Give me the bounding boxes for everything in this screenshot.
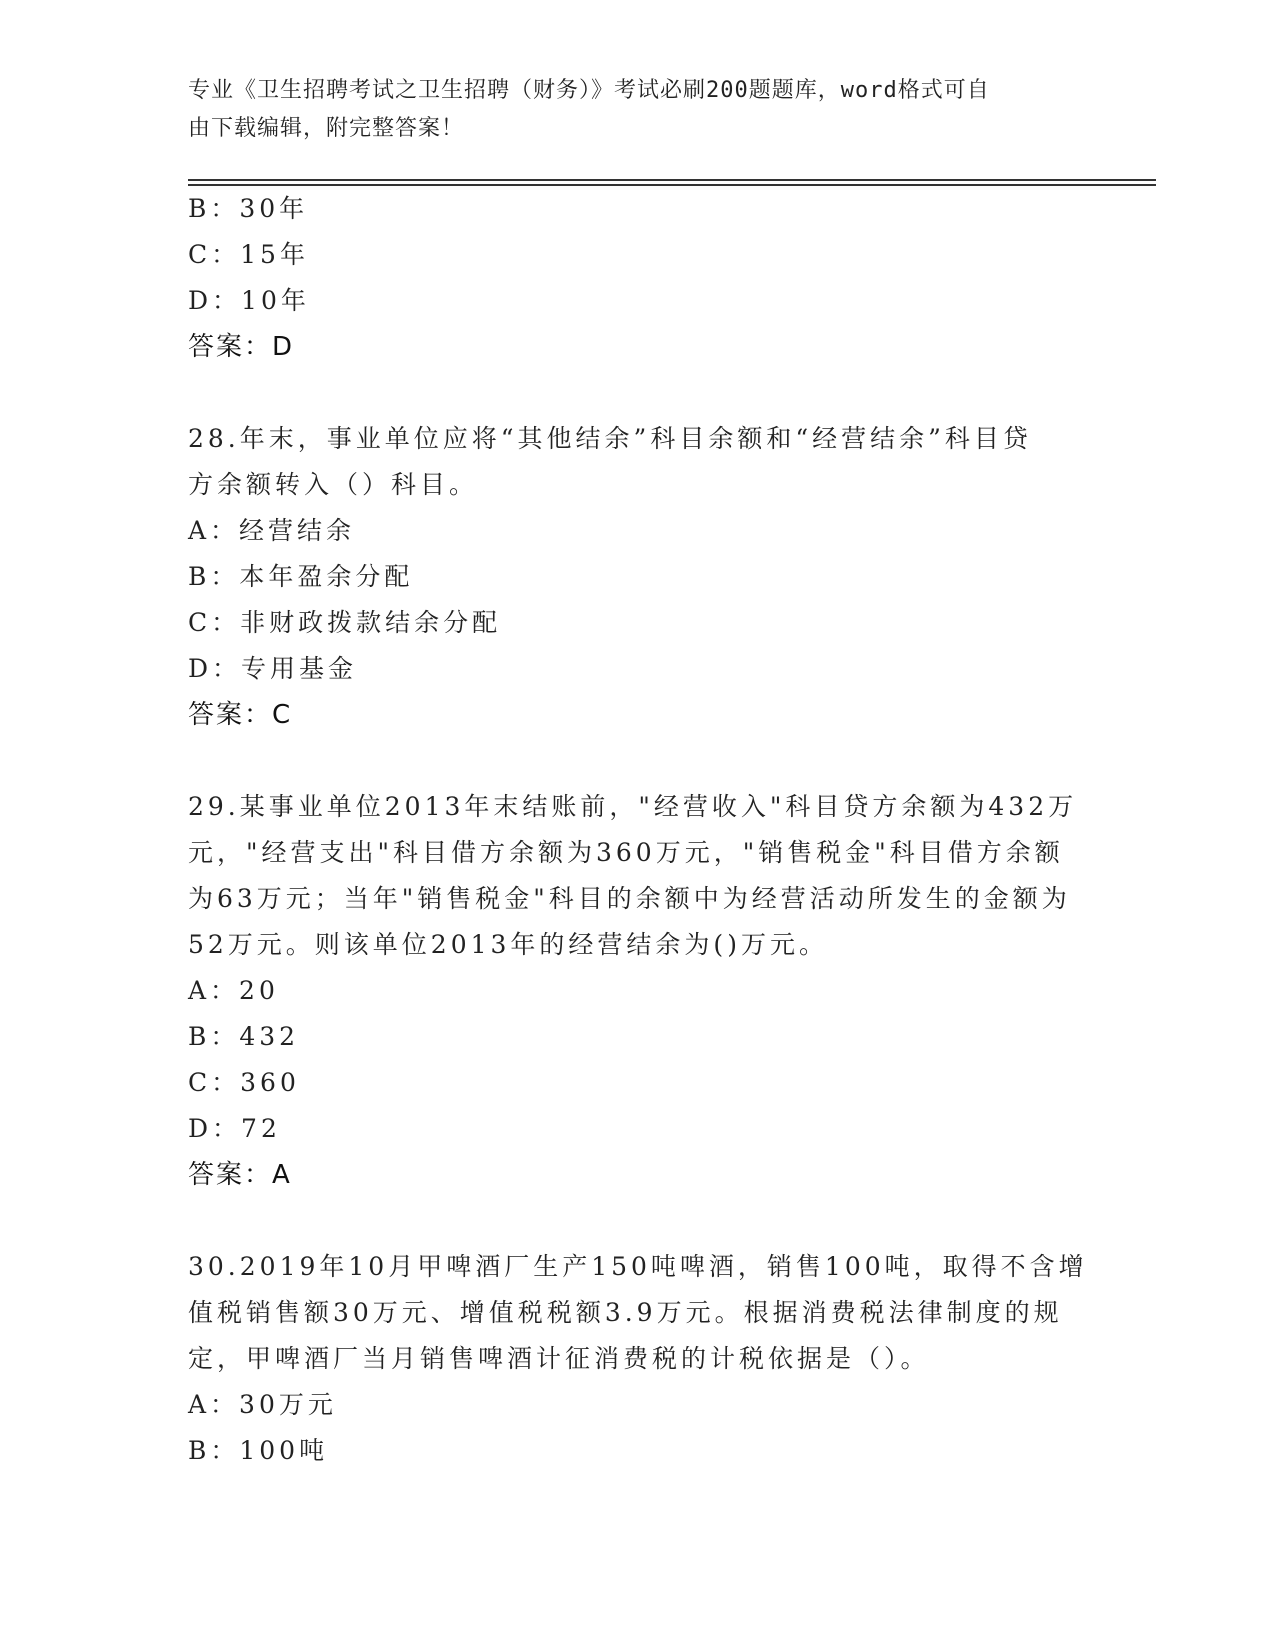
- answer-line: 答案：C: [188, 700, 293, 730]
- question-text-line: 52万元。则该单位2013年的经营结余为()万元。: [188, 930, 828, 959]
- option-a: A：20: [188, 976, 279, 1005]
- question-text-line: 为63万元；当年"销售税金"科目的余额中为经营活动所发生的金额为: [188, 884, 1071, 913]
- answer-line: 答案：A: [188, 1160, 292, 1190]
- option-d: D：10年: [188, 286, 310, 315]
- option-c: C：360: [188, 1068, 300, 1097]
- spacer: [188, 370, 1088, 416]
- option-a: A：30万元: [188, 1390, 337, 1419]
- question-text-line: 值税销售额30万元、增值税税额3.9万元。根据消费税法律制度的规: [188, 1298, 1063, 1327]
- option-d: D：专用基金: [188, 654, 358, 683]
- question-27-tail: [188, 186, 1088, 370]
- question-30: [188, 1244, 1088, 1474]
- option-a: A：经营结余: [188, 516, 356, 545]
- option-d: D：72: [188, 1114, 281, 1143]
- option-b: B：432: [188, 1022, 300, 1051]
- question-28: [188, 416, 1088, 738]
- question-text-line: 29.某事业单位2013年末结账前，"经营收入"科目贷方余额为432万: [188, 792, 1078, 821]
- option-b: B：30年: [188, 194, 309, 223]
- option-c: C：15年: [188, 240, 309, 269]
- question-text-line: 30.2019年10月甲啤酒厂生产150吨啤酒，销售100吨，取得不含增: [188, 1252, 1088, 1281]
- answer-line: 答案：D: [188, 332, 295, 362]
- spacer: [188, 1198, 1088, 1244]
- header-line-2: 由下载编辑，附完整答案！: [188, 116, 465, 141]
- option-b: B：100吨: [188, 1436, 329, 1465]
- question-content: [188, 186, 1088, 1474]
- question-29: [188, 784, 1088, 1198]
- document-header: [188, 72, 1088, 148]
- header-line-1: 专业《卫生招聘考试之卫生招聘（财务）》考试必刷200题题库，word格式可自: [188, 78, 990, 103]
- question-text-line: 元，"经营支出"科目借方余额为360万元，"销售税金"科目借方余额: [188, 838, 1064, 867]
- header-divider-top: [188, 179, 1156, 181]
- question-text-line: 28.年末，事业单位应将“其他结余”科目余额和“经营结余”科目贷: [188, 424, 1032, 453]
- question-text-line: 定，甲啤酒厂当月销售啤酒计征消费税的计税依据是（）。: [188, 1344, 930, 1373]
- question-text-line: 方余额转入（）科目。: [188, 470, 479, 499]
- spacer: [188, 738, 1088, 784]
- option-c: C：非财政拨款结余分配: [188, 608, 502, 637]
- option-b: B：本年盈余分配: [188, 562, 414, 591]
